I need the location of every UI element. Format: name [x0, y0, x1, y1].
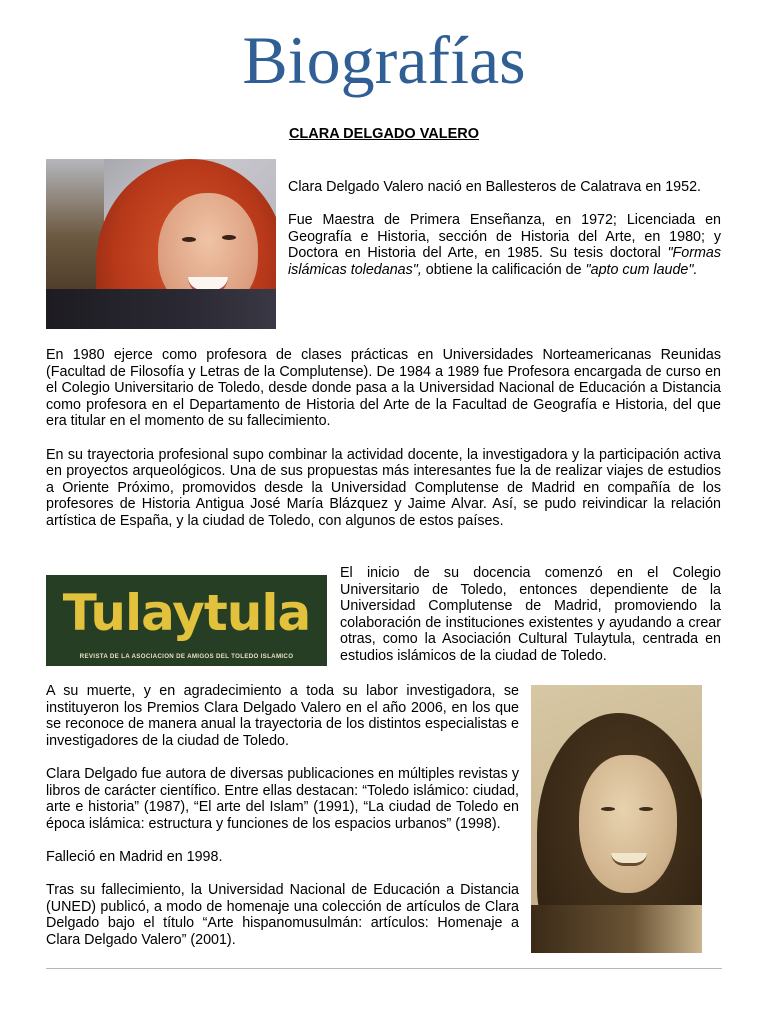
bottom-divider [46, 968, 722, 969]
teaching-column [340, 565, 721, 665]
intro-paragraph-birth: Clara Delgado Valero nació en Ballesteros de Calatrava en 1952. [288, 179, 702, 195]
logo-subtitle: REVISTA DE LA ASOCIACION DE AMIGOS DEL TOLEDO ISLAMICO [79, 653, 294, 660]
tulaytula-logo [46, 575, 327, 666]
portrait-photo-color [46, 159, 276, 329]
trajectory-paragraph: En su trayectoria profesional supo combinar la actividad docente, la investigadora y la participación activa en proyectos arqueológicos. Una de sus propuestas más interesantes fue la de realizar viajes de estudios a Oriente Próximo, promovidos desde la Universidad Complutense de Madrid en compañía de los profesores de Historia Antigua José María Blázquez y Jaime Alvar. Así, se pudo reivindicar la relación artística de España, y la ciudad de Toledo, con algunos de estos países. [46, 446, 721, 529]
awards-paragraph: A su muerte, y en agradecimiento a toda su labor investigadora, se instituyeron los Premios Clara Delgado Valero en el año 2006, en los que se reconoce de manera anual la trayectoria de los distintos especialistas e investigadores de la ciudad de Toledo. [46, 683, 519, 749]
teaching-paragraph: El inicio de su docencia comenzó en el Colegio Universitario de Toledo, entonces dependiente de la Universidad Complutense de Madrid, promoviendo la colaboración de instituciones existentes y ayudando a crear otras, como la Asociación Cultural Tulaytula, centrada en estudios islámicos de la ciudad de Toledo. [340, 565, 721, 664]
homage-paragraph: Tras su fallecimiento, la Universidad Nacional de Educación a Distancia (UNED) publicó, a modo de homenaje una colección de artículos de Clara Delgado bajo el título “Arte hispanomusulmán: artículos: Homenaje a Clara Delgado Valero” (2001). [46, 882, 519, 948]
career-paragraph: En 1980 ejerce como profesora de clases prácticas en Universidades Norteamericanas Reunidas (Facultad de Filosofía y Letras de la Complutense). De 1984 a 1989 fue Profesora encargada de curso en el Colegio Universitario de Toledo, desde donde pasa a la Universidad Nacional de Educación a Distancia como profesora en el Departamento de Historia del Arte de la Facultad de Geografía e Historia, del que era titular en el momento de su fallecimiento. [46, 347, 721, 430]
intro-paragraph-education: Fue Maestra de Primera Enseñanza, en 1972; Licenciada en Geografía e Historia, sección de Historia del Arte, en 1980; y Doctora en Historia del Arte, en 1985. Su tesis doctoral "Formas islámicas toledanas", obtiene la calificación de "apto cum laude". [288, 212, 721, 278]
portrait-photo-sepia [531, 685, 702, 953]
page-title: Biografías [242, 22, 526, 98]
thesis-title: "Formas islámicas toledanas", [288, 245, 721, 278]
logo-wordmark: Tulaytula [62, 584, 311, 642]
legacy-column [46, 683, 519, 949]
thesis-grade: "apto cum laude". [585, 261, 698, 278]
publications-paragraph: Clara Delgado fue autora de diversas publicaciones en múltiples revistas y libros de carácter científico. Entre ellas destacan: “Toledo islámico: ciudad, arte e historia” (1987), “El arte del Islam” (1991), “La ciudad de Toledo en época islámica: estructura y funciones de los espacios urbanos” (1998). [46, 765, 519, 832]
death-paragraph: Falleció en Madrid en 1998. [46, 848, 223, 865]
career-column [46, 347, 721, 530]
intro-column [288, 179, 721, 279]
biography-name-heading: CLARA DELGADO VALERO [288, 126, 480, 142]
